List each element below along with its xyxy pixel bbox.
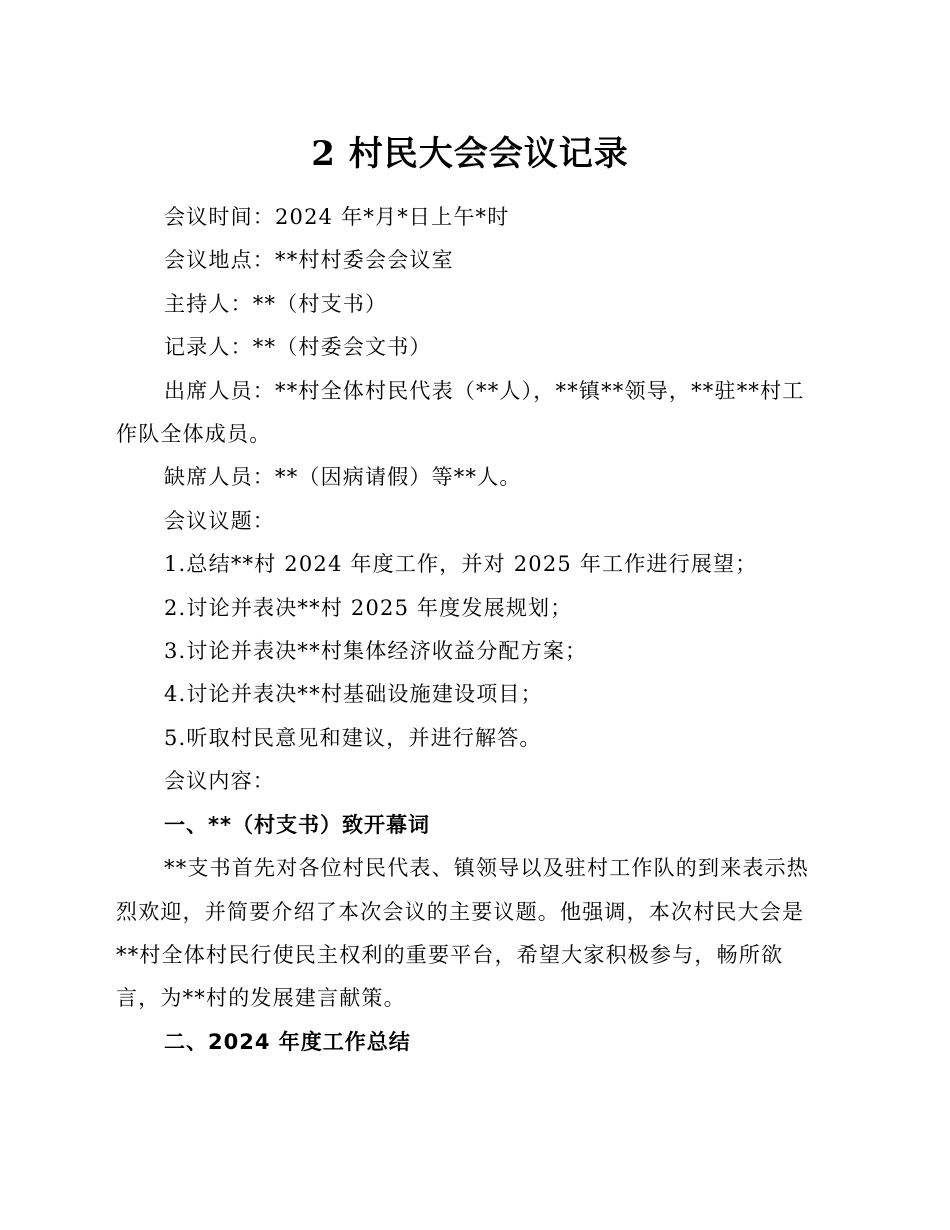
agenda-item-5: 5.听取村民意见和建议，并进行解答。 xyxy=(164,725,542,750)
agenda-item-2: 2.讨论并表决**村 2025 年度发展规划； xyxy=(164,595,573,620)
meeting-location: 会议地点：**村村委会会议室 xyxy=(164,248,454,273)
agenda-item-1: 1.总结**村 2024 年度工作，并对 2025 年工作进行展望； xyxy=(164,552,758,577)
meeting-host: 主持人：**（村支书） xyxy=(164,291,388,316)
meeting-recorder: 记录人：**（村委会文书） xyxy=(164,335,432,360)
section-1-paragraph: **支书首先对各位村民代表、镇领导以及驻村工作队的到来表示热烈欢迎，并简要介绍了本次会议的主要议题。他强调，本次村民大会是**村全体村民行使民主权利的重要平台，希望大家积极参与，畅所欲言，为**村的发展建言献策。 xyxy=(116,856,809,1011)
meeting-attendees: 出席人员：**村全体村民代表（**人），**镇**领导，**驻**村工作队全体成员。 xyxy=(116,378,805,447)
document-body xyxy=(116,196,816,1064)
agenda-item-4: 4.讨论并表决**村基础设施建设项目； xyxy=(164,682,543,707)
section-1-heading: 一、**（村支书）致开幕词 xyxy=(164,812,430,837)
section-2-heading: 二、2024 年度工作总结 xyxy=(164,1029,411,1054)
document-title: 2 村民大会会议记录 xyxy=(311,134,629,174)
meeting-absentees: 缺席人员：**（因病请假）等**人。 xyxy=(164,465,522,490)
content-label: 会议内容： xyxy=(164,769,275,794)
agenda-label: 会议议题： xyxy=(164,508,275,533)
agenda-item-3: 3.讨论并表决**村集体经济收益分配方案； xyxy=(164,639,588,664)
meeting-time: 会议时间：2024 年*月*日上午*时 xyxy=(164,205,510,229)
